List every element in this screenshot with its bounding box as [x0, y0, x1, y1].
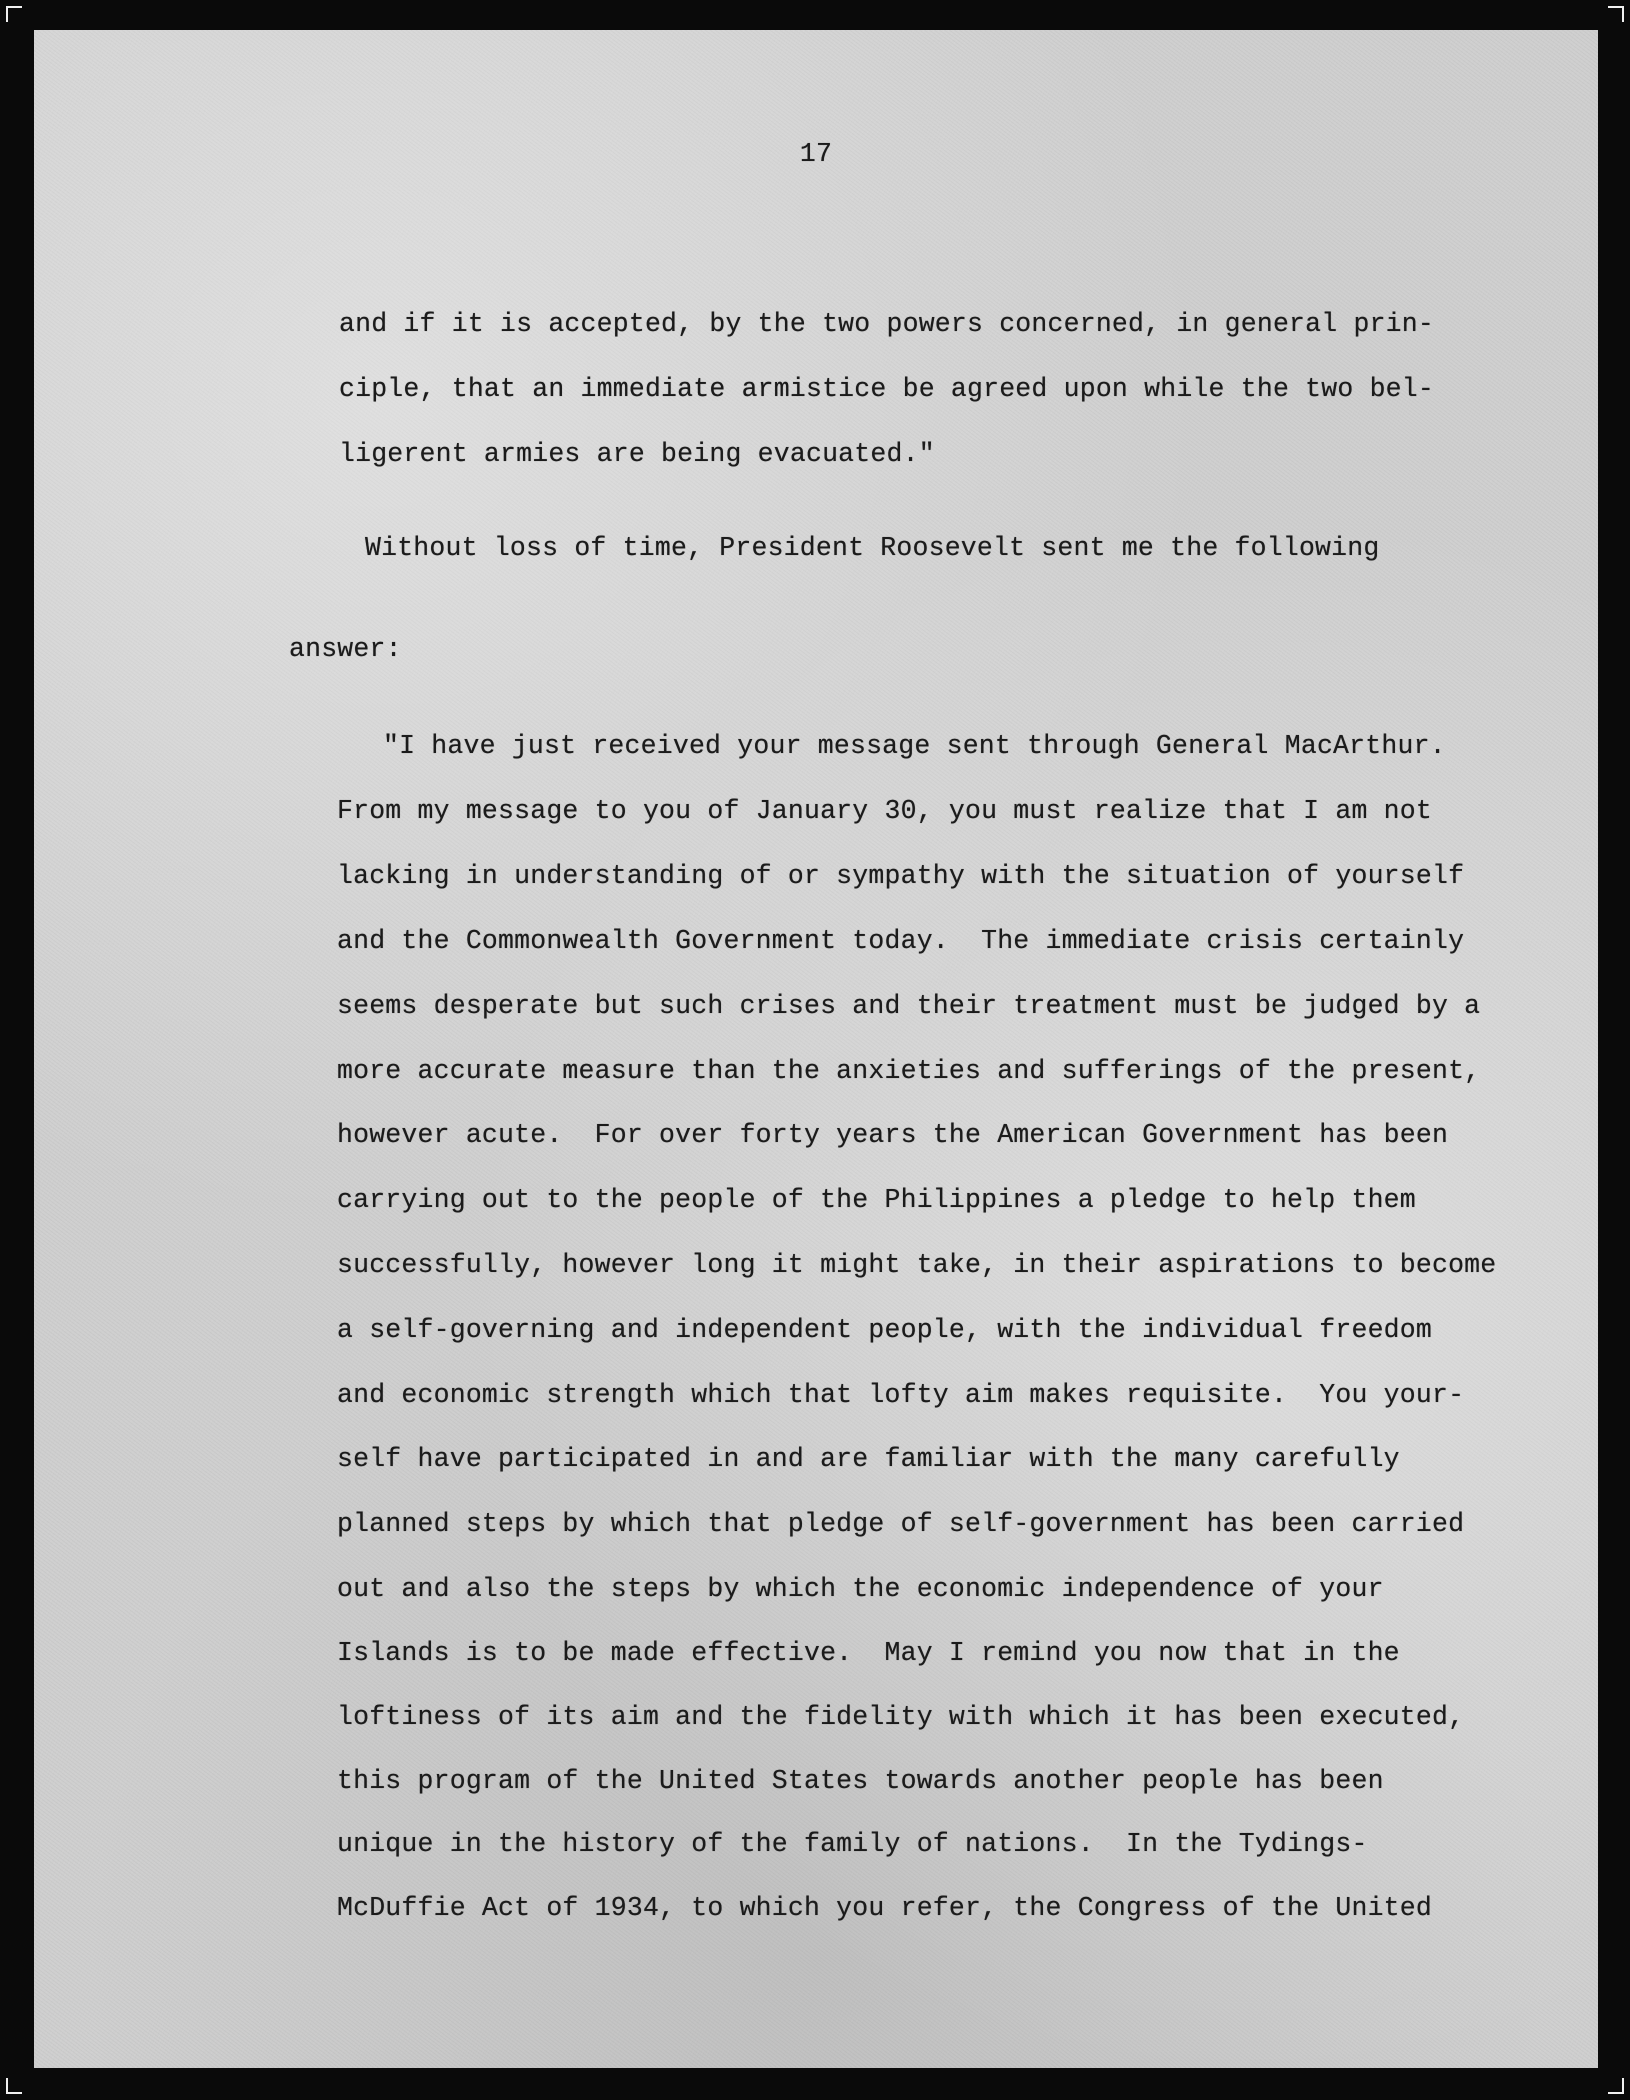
- paragraph-3-line-1: "I have just received your message sent through General MacArthur.: [383, 731, 1446, 761]
- paragraph-3-line-14: out and also the steps by which the economic independence of your: [337, 1574, 1384, 1604]
- paragraph-3-line-5: seems desperate but such crises and their treatment must be judged by a: [337, 991, 1481, 1021]
- paragraph-3-line-8: carrying out to the people of the Philippines a pledge to help them: [337, 1185, 1416, 1215]
- registration-mark-bottom-left: [6, 2078, 22, 2094]
- paragraph-3-line-18: unique in the history of the family of nations. In the Tydings-: [337, 1829, 1368, 1859]
- paragraph-3-line-9: successfully, however long it might take, in their aspirations to become: [337, 1250, 1497, 1280]
- paragraph-3-line-6: more accurate measure than the anxieties and sufferings of the present,: [337, 1056, 1481, 1086]
- page-number: 17: [799, 139, 833, 169]
- registration-mark-top-left: [6, 6, 22, 22]
- paragraph-1-line-2: ciple, that an immediate armistice be agreed upon while the two bel-: [339, 374, 1434, 404]
- paragraph-1-line-1: and if it is accepted, by the two powers concerned, in general prin-: [339, 309, 1434, 339]
- paragraph-3-line-17: this program of the United States towards another people has been: [337, 1766, 1384, 1796]
- paragraph-3-line-3: lacking in understanding of or sympathy with the situation of yourself: [337, 861, 1465, 891]
- typewritten-page: [34, 30, 1598, 2068]
- registration-mark-bottom-right: [1608, 2078, 1624, 2094]
- paragraph-3-line-13: planned steps by which that pledge of self-government has been carried: [337, 1509, 1465, 1539]
- registration-mark-top-right: [1608, 6, 1624, 22]
- paragraph-3-line-19: McDuffie Act of 1934, to which you refer, the Congress of the United: [337, 1893, 1432, 1923]
- paragraph-3-line-11: and economic strength which that lofty aim makes requisite. You your-: [337, 1380, 1465, 1410]
- paragraph-2-line-2: answer:: [289, 634, 402, 664]
- paragraph-3-line-4: and the Commonwealth Government today. The immediate crisis certainly: [337, 926, 1465, 956]
- paragraph-1-line-3: ligerent armies are being evacuated.": [339, 439, 935, 469]
- paragraph-3-line-10: a self-governing and independent people, with the individual freedom: [337, 1315, 1432, 1345]
- paragraph-3-line-2: From my message to you of January 30, you must realize that I am not: [337, 796, 1432, 826]
- paragraph-3-line-7: however acute. For over forty years the American Government has been: [337, 1120, 1449, 1150]
- paragraph-2-line-1: Without loss of time, President Roosevelt sent me the following: [365, 533, 1380, 563]
- paragraph-3-line-15: Islands is to be made effective. May I remind you now that in the: [337, 1638, 1400, 1668]
- paragraph-3-line-12: self have participated in and are familiar with the many carefully: [337, 1444, 1400, 1474]
- paragraph-3-line-16: loftiness of its aim and the fidelity with which it has been executed,: [337, 1702, 1465, 1732]
